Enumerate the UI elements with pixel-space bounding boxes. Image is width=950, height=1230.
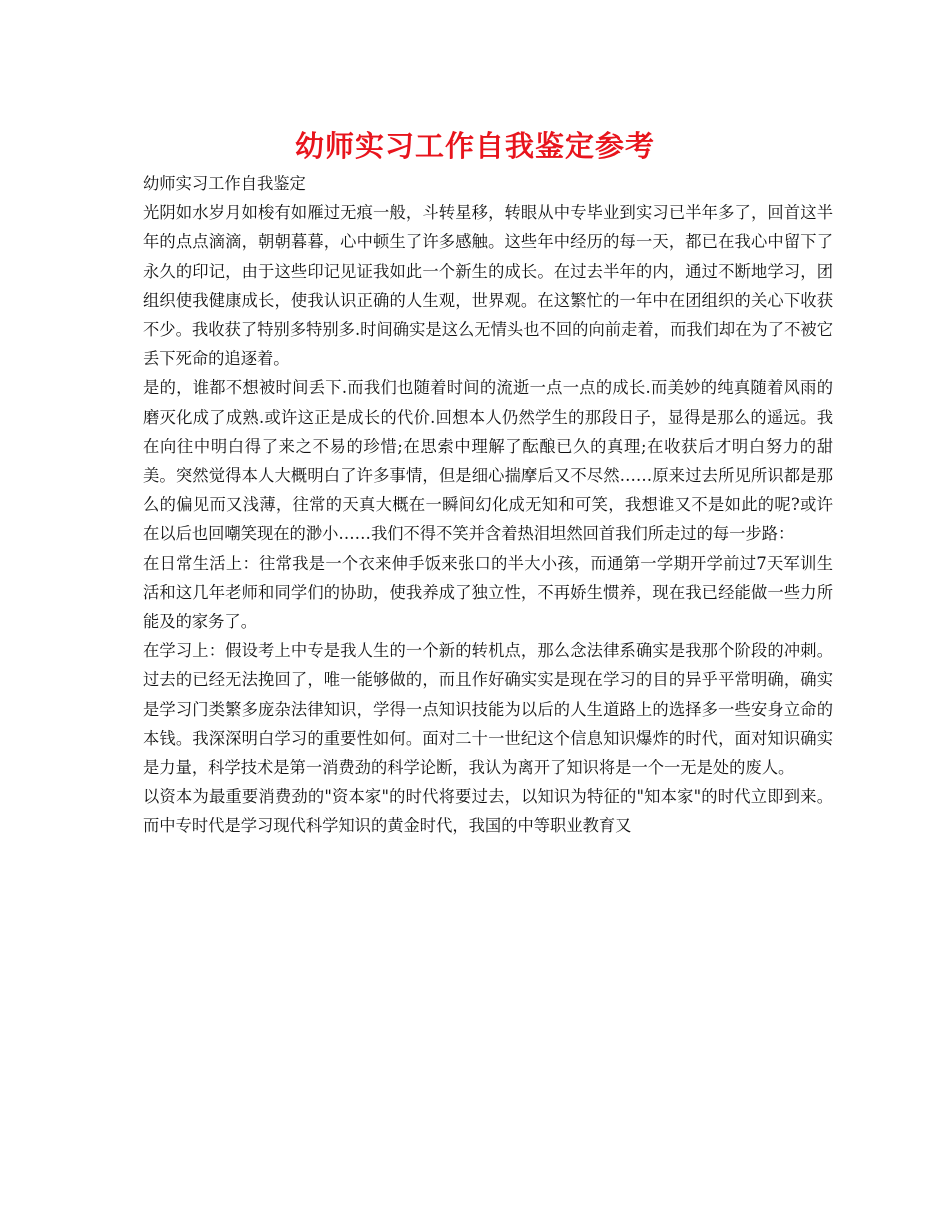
document-subtitle: 幼师实习工作自我鉴定 bbox=[143, 174, 306, 193]
paragraph-daily-life: 在日常生活上：往常我是一个衣来伸手饭来张口的半大小孩，而通第一学期开学前过7天军训生活和这几年老师和同学们的协助，使我养成了独立性，不再娇生惯养，现在我已经能做一些力所能及的家务了。 bbox=[143, 553, 833, 632]
paragraph-intro: 光阴如水岁月如梭有如雁过无痕一般，斗转星移，转眼从中专毕业到实习已半年多了，回首这半年的点点滴滴，朝朝暮暮，心中顿生了许多感触。这些年中经历的每一天，都已在我心中留下了永久的印记，由于这些印记见证我如此一个新生的成长。在过去半年的内，通过不断地学习，团组织使我健康成长，使我认识正确的人生观，世界观。在这繁忙的一年中在团组织的关心下收获不少。我收获了特别多特别多.时间确实是这么无情头也不回的向前走着，而我们却在为了不被它丢下死命的追逐着。 bbox=[143, 203, 833, 369]
paragraph-knowledge-era: 以资本为最重要消费劲的"资本家"的时代将要过去，以知识为特征的"知本家"的时代立即到来。而中专时代是学习现代科学知识的黄金时代，我国的中等职业教育又 bbox=[143, 787, 833, 836]
document-title: 幼师实习工作自我鉴定参考 bbox=[294, 129, 655, 163]
paragraph-growth: 是的，谁都不想被时间丢下.而我们也随着时间的流逝一点一点的成长.而美妙的纯真随着风雨的磨灭化成了成熟.或许这正是成长的代价.回想本人仍然学生的那段日子，显得是那么的遥远。我在向往中明白得了来之不易的珍惜;在思索中理解了酝酿已久的真理;在收获后才明白努力的甜美。突然觉得本人大概明白了许多事情，但是细心揣摩后又不尽然……原来过去所见所识都是那么的偏见而又浅薄，往常的天真大概在一瞬间幻化成无知和可笑，我想谁又不是如此的呢?或许在以后也回嘲笑现在的渺小……我们不得不笑并含着热泪坦然回首我们所走过的每一步路： bbox=[143, 378, 833, 544]
paragraph-study: 在学习上：假设考上中专是我人生的一个新的转机点，那么念法律系确实是我那个阶段的冲刺。过去的已经无法挽回了，唯一能够做的，而且作好确实实是现在学习的目的异乎平常明确，确实是学习门类繁多庞杂法律知识，学得一点知识技能为以后的人生道路上的选择多一些安身立命的本钱。我深深明白学习的重要性如何。面对二十一世纪这个信息知识爆炸的时代，面对知识确实是力量，科学技术是第一消费劲的科学论断，我认为离开了知识将是一个一无是处的废人。 bbox=[143, 641, 833, 778]
document-body bbox=[143, 169, 833, 841]
